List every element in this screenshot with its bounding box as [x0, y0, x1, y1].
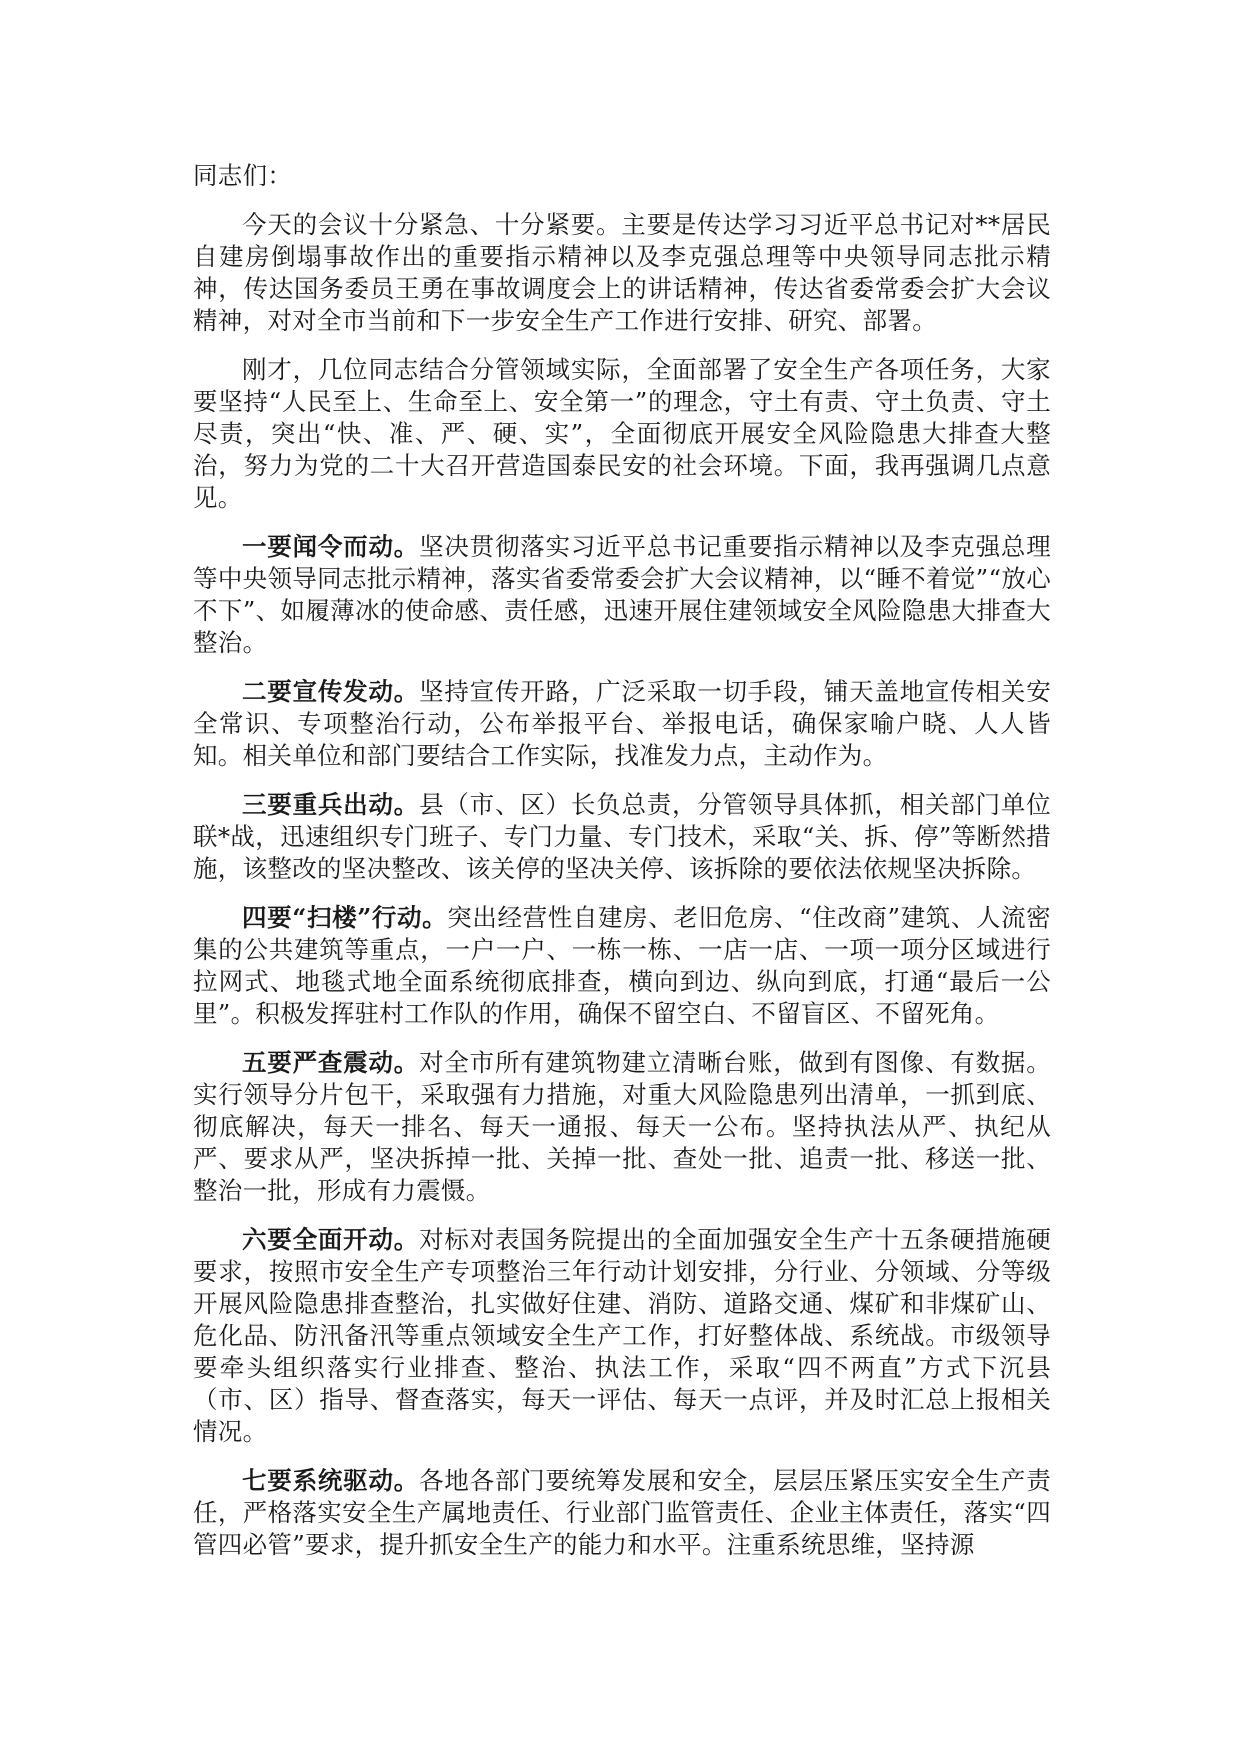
paragraph: [193, 789, 1051, 885]
paragraph: [193, 1465, 1051, 1561]
paragraph-text: 县（市、区）长负总责，分管领导具体抓，相关部门单位联*战，迅速组织专门班子、专门力量、专门技术，采取“关、拆、停”等断然措施，该整改的坚决整改、该关停的坚决关停、该拆除的要依法依规坚决拆除。: [193, 790, 1051, 883]
paragraph-text: 刚才，几位同志结合分管领域实际，全面部署了安全生产各项任务，大家要坚持“人民至上、生命至上、安全第一”的理念，守土有责、守土负责、守土尽责，突出“快、准、严、硬、实”，全面彻底开展安全风险隐患大排查大整治，努力为党的二十大召开营造国泰民安的社会环境。下面，我再强调几点意见。: [193, 355, 1051, 512]
paragraph: [193, 1224, 1051, 1448]
paragraph-lead: 四要“扫楼”行动。: [242, 903, 448, 932]
paragraph: [193, 902, 1051, 1030]
paragraph: [193, 676, 1051, 772]
paragraph: [193, 209, 1051, 337]
paragraph-text: 坚持宣传开路，广泛采取一切手段，铺天盖地宣传相关安全常识、专项整治行动，公布举报平台、举报电话，确保家喻户晓、人人皆知。相关单位和部门要结合工作实际，找准发力点，主动作为。: [193, 677, 1051, 770]
paragraph-text: 突出经营性自建房、老旧危房、“住改商”建筑、人流密集的公共建筑等重点，一户一户、一栋一栋、一店一店、一项一项分区域进行拉网式、地毯式地全面系统彻底排查，横向到边、纵向到底，打通“最后一公里”。积极发挥驻村工作队的作用，确保不留空白、不留盲区、不留死角。: [193, 903, 1051, 1028]
paragraph-text: 各地各部门要统筹发展和安全，层层压紧压实安全生产责任，严格落实安全生产属地责任、行业部门监管责任、企业主体责任，落实“四管四必管”要求，提升抓安全生产的能力和水平。注重系统思维，坚持源: [193, 1466, 1051, 1559]
paragraph: [193, 531, 1051, 659]
paragraph-text: 对标对表国务院提出的全面加强安全生产十五条硬措施硬要求，按照市安全生产专项整治三年行动计划安排，分行业、分领域、分等级开展风险隐患排查整治，扎实做好住建、消防、道路交通、煤矿和非煤矿山、危化品、防汛备汛等重点领域安全生产工作，打好整体战、系统战。市级领导要牵头组织落实行业排查、整治、执法工作，采取“四不两直”方式下沉县（市、区）指导、督查落实，每天一评估、每天一点评，并及时汇总上报相关情况。: [193, 1225, 1051, 1446]
paragraph-text: 今天的会议十分紧急、十分紧要。主要是传达学习习近平总书记对**居民自建房倒塌事故作出的重要指示精神以及李克强总理等中央领导同志批示精神，传达国务委员王勇在事故调度会上的讲话精神，传达省委常委会扩大会议精神，对对全市当前和下一步安全生产工作进行安排、研究、部署。: [193, 210, 1051, 335]
paragraph-lead: 七要系统驱动。: [242, 1466, 420, 1495]
paragraph-text: 对全市所有建筑物建立清晰台账，做到有图像、有数据。实行领导分片包干，采取强有力措施，对重大风险隐患列出清单，一抓到底、彻底解决，每天一排名、每天一通报、每天一公布。坚持执法从严、执纪从严、要求从严，坚决拆掉一批、关掉一批、查处一批、追责一批、移送一批、整治一批，形成有力震慑。: [193, 1048, 1051, 1205]
paragraph-lead: 六要全面开动。: [242, 1225, 420, 1254]
salutation: 同志们：: [193, 161, 293, 190]
paragraph: [193, 354, 1051, 514]
document-page: [193, 160, 1051, 1578]
paragraph-lead: 三要重兵出动。: [242, 790, 420, 819]
paragraph-lead: 五要严查震动。: [242, 1048, 420, 1077]
paragraph-lead: 二要宣传发动。: [242, 677, 420, 706]
paragraph: [193, 1047, 1051, 1207]
paragraph-text: 坚决贯彻落实习近平总书记重要指示精神以及李克强总理等中央领导同志批示精神，落实省委常委会扩大会议精神，以“睡不着觉”“放心不下”、如履薄冰的使命感、责任感，迅速开展住建领域安全风险隐患大排查大整治。: [193, 532, 1051, 657]
paragraph-lead: 一要闻令而动。: [242, 532, 420, 561]
